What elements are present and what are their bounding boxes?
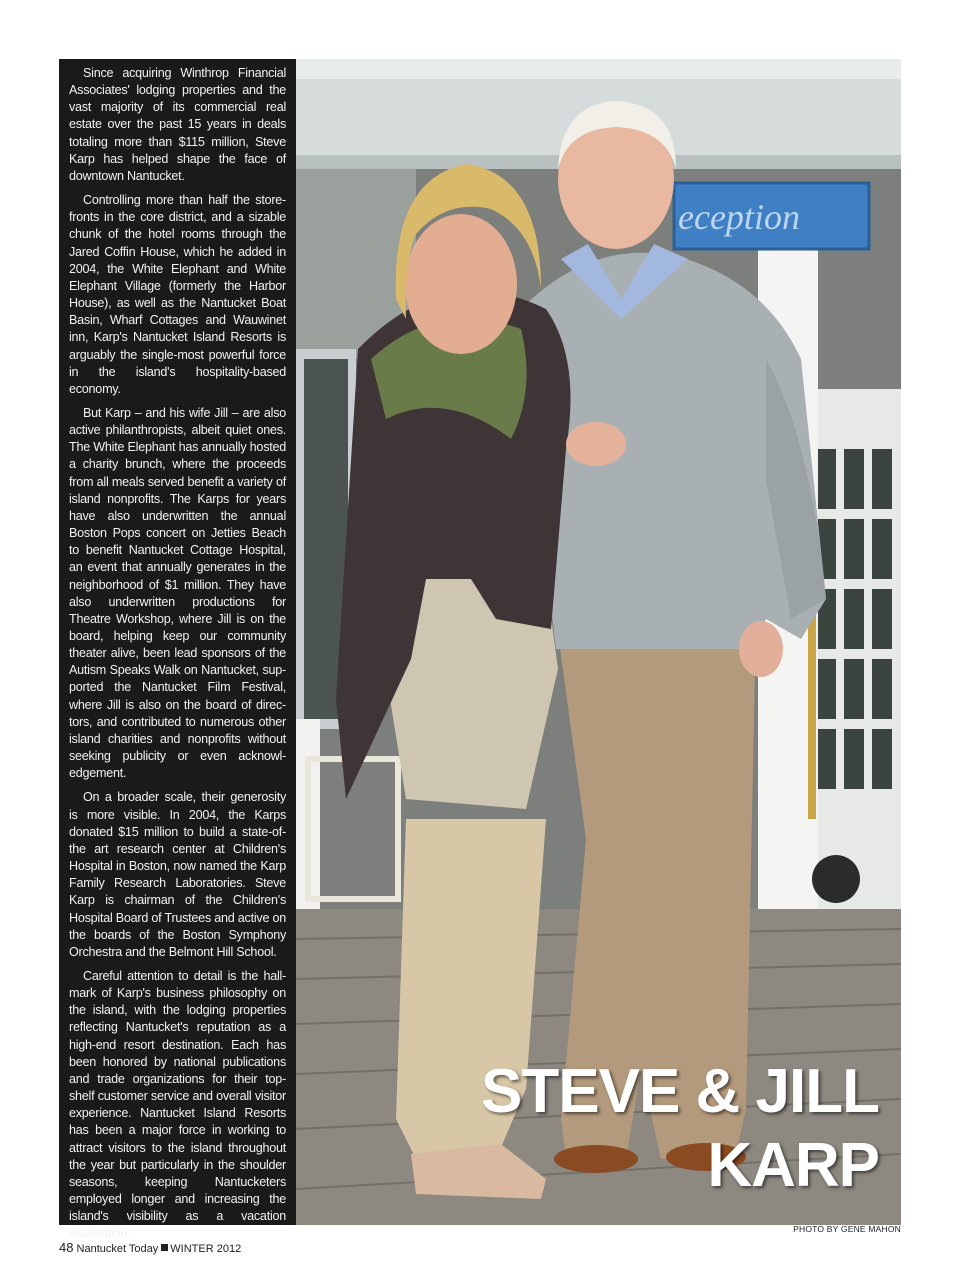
- square-bullet-icon: [161, 1244, 168, 1251]
- woman-hand: [566, 422, 626, 466]
- woman-face: [405, 214, 517, 354]
- article-paragraph-5: Careful attention to detail is the hall-mark of Karp's business philosophy on the island, with the lodging properties reflecting Nantucket's reputation as a high-end resort destination. Each has been honored by national publications and trade organizations for their top-shelf customer service and overall visitor experience. Nantucket Island Resorts has been a major force in working to attract visitors to the island throughout the year but particularly in the shoulder seasons, keeping Nantucketers employed longer and increasing the island's visibility as a vacation destination.: [69, 968, 286, 1241]
- publication-name: Nantucket Today: [76, 1243, 159, 1255]
- article-paragraph-3: But Karp – and his wife Jill – are also active philanthropists, albeit quiet ones. The White Elephant has annually hosted a charity brunch, where the proceeds from all meals served benefit a variety of island nonprofits. The Karps for years have also underwritten the annual Boston Pops concert on Jetties Beach to benefit Nantucket Cottage Hospital, an event that annually generates in the neighborhood of $1 million. They have also underwritten productions for Theatre Workshop, where Jill is on the board, helping keep our community theater alive, been lead sponsors of the Autism Speaks Walk on Nantucket, sup-ported the Nantucket Film Festival, where Jill is also on the board of direc-tors, and contributed to numerous other island charities and nonprofits without seeking publicity or even acknowl-edgement.: [69, 405, 286, 781]
- photo-credit: PHOTO BY GENE MAHON: [793, 1224, 901, 1234]
- headline-line-1: STEVE & JILL: [481, 1057, 879, 1126]
- cart-wheel: [812, 855, 860, 903]
- page-number: 48: [59, 1240, 74, 1255]
- door-panes: [816, 449, 892, 789]
- couple-photo: [296, 59, 901, 1225]
- article-paragraph-4: On a broader scale, their generosity is more visible. In 2004, the Karps donated $15 million to build a state-of-the art research center at Children's Hospital in Boston, now named the Karp Family Research Laboratories. Steve Karp is chairman of the Children's Hospital Board of Trustees and active on the boards of the Boston Symphony Orchestra and the Belmont Hill School.: [69, 790, 286, 959]
- reception-sign-text: eception: [678, 197, 800, 237]
- article-paragraph-2: Controlling more than half the store-fronts in the core district, and a sizable chunk of the hotel rooms through the Jared Coffin House, which he added in 2004, the White Elephant and White Elephant Village (formerly the Harbor House), as well as the Nantucket Boat Basin, Wharf Cottages and Wauwinet inn, Karp's Nantucket Island Resorts is arguably the single-most powerful force in the island's hospitality-based economy.: [69, 193, 286, 396]
- page-footer: [59, 1240, 241, 1255]
- article-text-column: [59, 59, 296, 1241]
- headline-line-2: KARP: [707, 1131, 879, 1200]
- reception-sign-text-layer: [674, 183, 864, 249]
- porch-trim: [296, 59, 901, 79]
- issue-label: WINTER 2012: [170, 1243, 242, 1255]
- man-hand: [739, 621, 783, 677]
- article-paragraph-1: Since acquiring Winthrop Financial Associates' lodging properties and the vast majority of its commercial real estate over the past 15 years in deals totaling more than $115 million, Steve Karp has helped shape the face of downtown Nantucket.: [69, 66, 286, 183]
- man-left-shoe: [554, 1145, 638, 1173]
